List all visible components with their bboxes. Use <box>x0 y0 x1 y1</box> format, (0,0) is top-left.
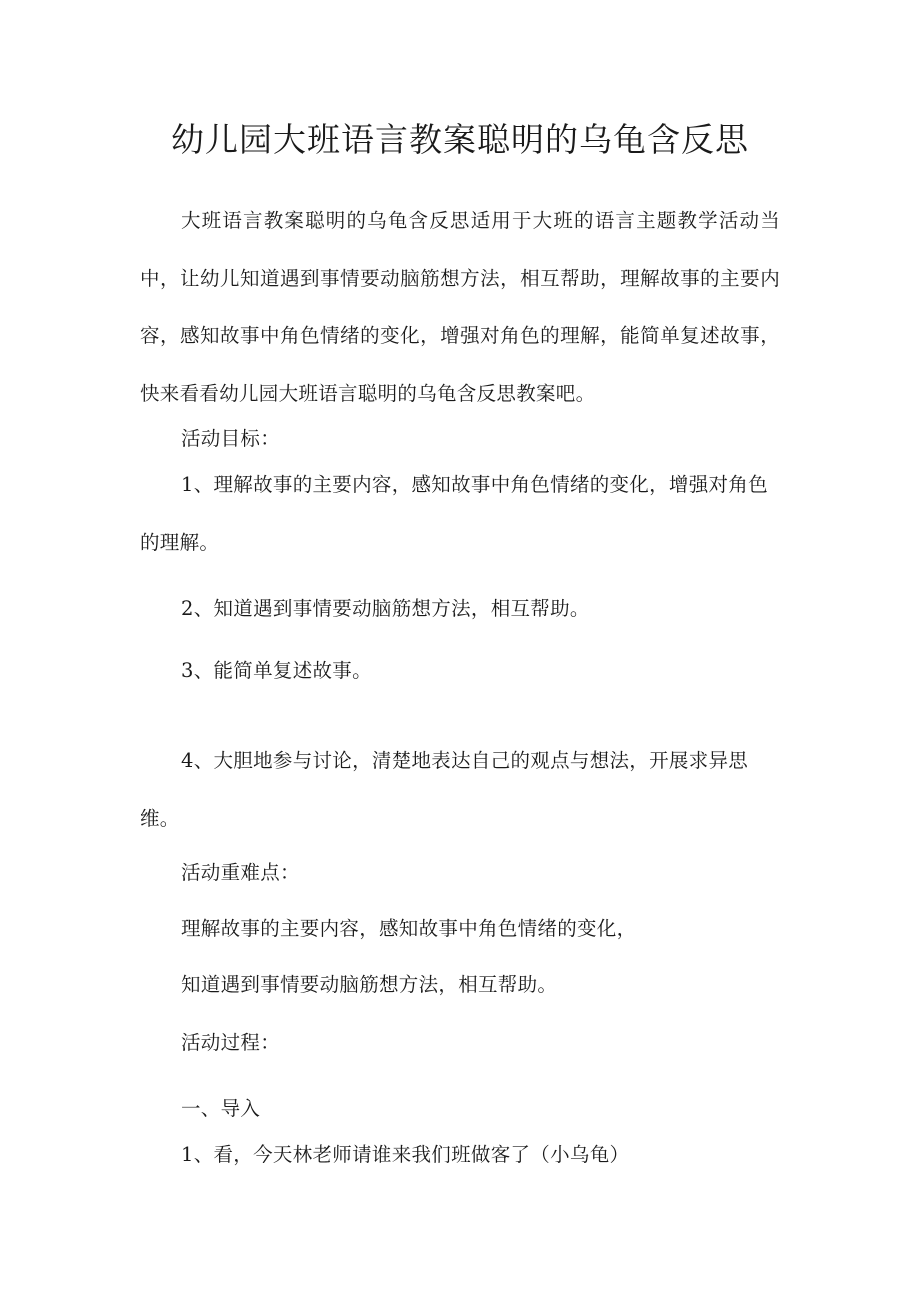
goals-heading: 活动目标： <box>181 427 281 450</box>
goal-item-1: 1、理解故事的主要内容，感知故事中角色情绪的变化，增强对角色的理解。 <box>140 473 768 554</box>
key-point-1: 理解故事的主要内容，感知故事中角色情绪的变化， <box>181 917 637 940</box>
goal-item-3: 3、能简单复述故事。 <box>181 659 372 682</box>
document-title: 幼儿园大班语言教案聪明的乌龟含反思 <box>171 120 749 159</box>
intro-paragraph: 大班语言教案聪明的乌龟含反思适用于大班的语言主题教学活动当中，让幼儿知道遇到事情要动脑筋想方法，相互帮助，理解故事的主要内容，感知故事中角色情绪的变化，增强对角色的理解，能简单复述故事，快来看看幼儿园大班语言聪明的乌龟含反思教案吧。 <box>140 209 780 405</box>
section-heading-1: 一、导入 <box>181 1097 261 1120</box>
process-step-1: 1、看，今天林老师请谁来我们班做客了（小乌龟） <box>181 1143 630 1166</box>
process-heading: 活动过程： <box>181 1031 281 1054</box>
goal-item-2: 2、知道遇到事情要动脑筋想方法，相互帮助。 <box>181 597 590 620</box>
key-points-heading: 活动重难点： <box>181 861 300 884</box>
key-point-2: 知道遇到事情要动脑筋想方法，相互帮助。 <box>181 973 558 996</box>
goal-item-4: 4、大胆地参与讨论，清楚地表达自己的观点与想法，开展求异思维。 <box>140 749 749 830</box>
